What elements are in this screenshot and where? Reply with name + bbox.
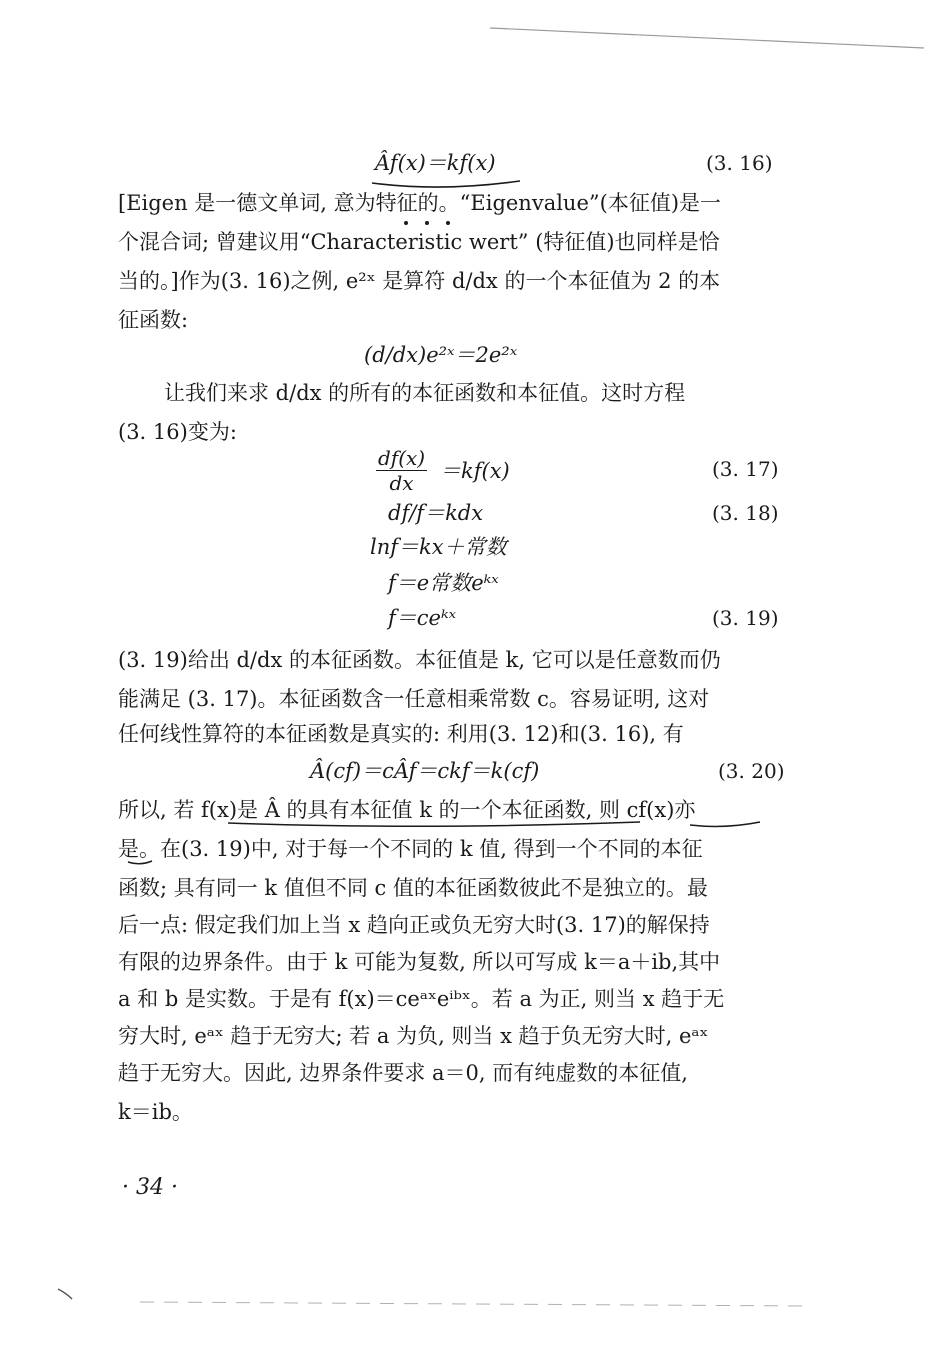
equation-number-3-17: (3. 17) [712,457,779,481]
equation-3-17-rhs: ＝kf(x) [440,459,510,483]
equation-example: (d/dx)e²ˣ＝2e²ˣ [364,343,518,367]
paragraph-1-line-1: [Eigen 是一德文单词, 意为特征的。“Eigenvalue”(本征值)是一 [118,191,722,215]
paragraph-1-line-2: 个混合词; 曾建议用“Characteristic wert” (特征值)也同样是恰 [118,230,720,254]
paragraph-4-line-6: a 和 b 是实数。于是有 f(x)＝ceᵃˣeⁱᵇˣ。若 a 为正, 则当 x 趋于无 [118,987,725,1011]
equation-3-18: df/f＝kdx [388,501,484,525]
paragraph-4-line-5: 有限的边界条件。由于 k 可能为复数, 所以可写成 k＝a＋ib,其中 [118,950,721,974]
paragraph-4-line-9: k＝ib。 [118,1100,193,1124]
emphasis-dot-1 [404,221,408,225]
equation-exponential: f＝e常数eᵏˣ [388,571,499,595]
handwritten-underline-2 [690,822,760,826]
paragraph-4-line-8: 趋于无穷大。因此, 边界条件要求 a＝0, 而有纯虚数的本征值, [118,1061,688,1085]
paragraph-3-line-1: (3. 19)给出 d/dx 的本征函数。本征值是 k, 它可以是任意数而仍 [118,648,721,672]
equation-number-3-19: (3. 19) [712,606,779,630]
paragraph-2-line-2: (3. 16)变为: [118,420,237,444]
eq316-underline [372,181,520,187]
fraction-denominator: dx [389,471,414,495]
paragraph-3-line-3: 任何线性算符的本征函数是真实的: 利用(3. 12)和(3. 16), 有 [118,722,684,746]
equation-number-3-18: (3. 18) [712,501,779,525]
paragraph-4-line-4: 后一点: 假定我们加上当 x 趋向正或负无穷大时(3. 17)的解保持 [118,913,710,937]
paragraph-1-line-4: 征函数: [118,308,189,332]
emphasis-dot-2 [425,221,429,225]
paragraph-4-line-1: 所以, 若 f(x)是 Â 的具有本征值 k 的一个本征函数, 则 cf(x)亦 [118,798,696,822]
scan-bottom-line [140,1302,810,1306]
paragraph-1-line-3: 当的。]作为(3. 16)之例, e²ˣ 是算符 d/dx 的一个本征值为 2 的本 [118,269,721,293]
fraction-numerator: df(x) [378,446,426,470]
paragraph-2-line-1: 让我们来求 d/dx 的所有的本征函数和本征值。这时方程 [164,381,686,405]
paragraph-3-line-2: 能满足 (3. 17)。本征函数含一任意相乘常数 c。容易证明, 这对 [118,687,710,711]
page-number: · 34 · [122,1175,178,1200]
scan-top-line [490,28,924,48]
equation-3-20: Â(cf)＝cÂf＝ckf＝k(cf) [310,759,540,783]
equation-3-16: Âf(x)＝kf(x) [375,151,496,175]
equation-3-19: f＝ceᵏˣ [388,606,457,630]
scan-corner-mark [58,1289,72,1299]
equation-number-3-16: (3. 16) [706,151,773,175]
paragraph-4-line-3: 函数; 具有同一 k 值但不同 c 值的本征函数彼此不是独立的。最 [118,876,708,900]
equation-3-17-fraction [376,446,427,495]
equation-number-3-20: (3. 20) [718,759,785,783]
paragraph-4-line-2: 是。在(3. 19)中, 对于每一个不同的 k 值, 得到一个不同的本征 [118,837,703,861]
equation-ln: lnf＝kx＋常数 [370,535,507,559]
emphasis-dot-3 [446,221,450,225]
paragraph-4-line-7: 穷大时, eᵃˣ 趋于无穷大; 若 a 为负, 则当 x 趋于负无穷大时, eᵃˣ [118,1024,709,1048]
